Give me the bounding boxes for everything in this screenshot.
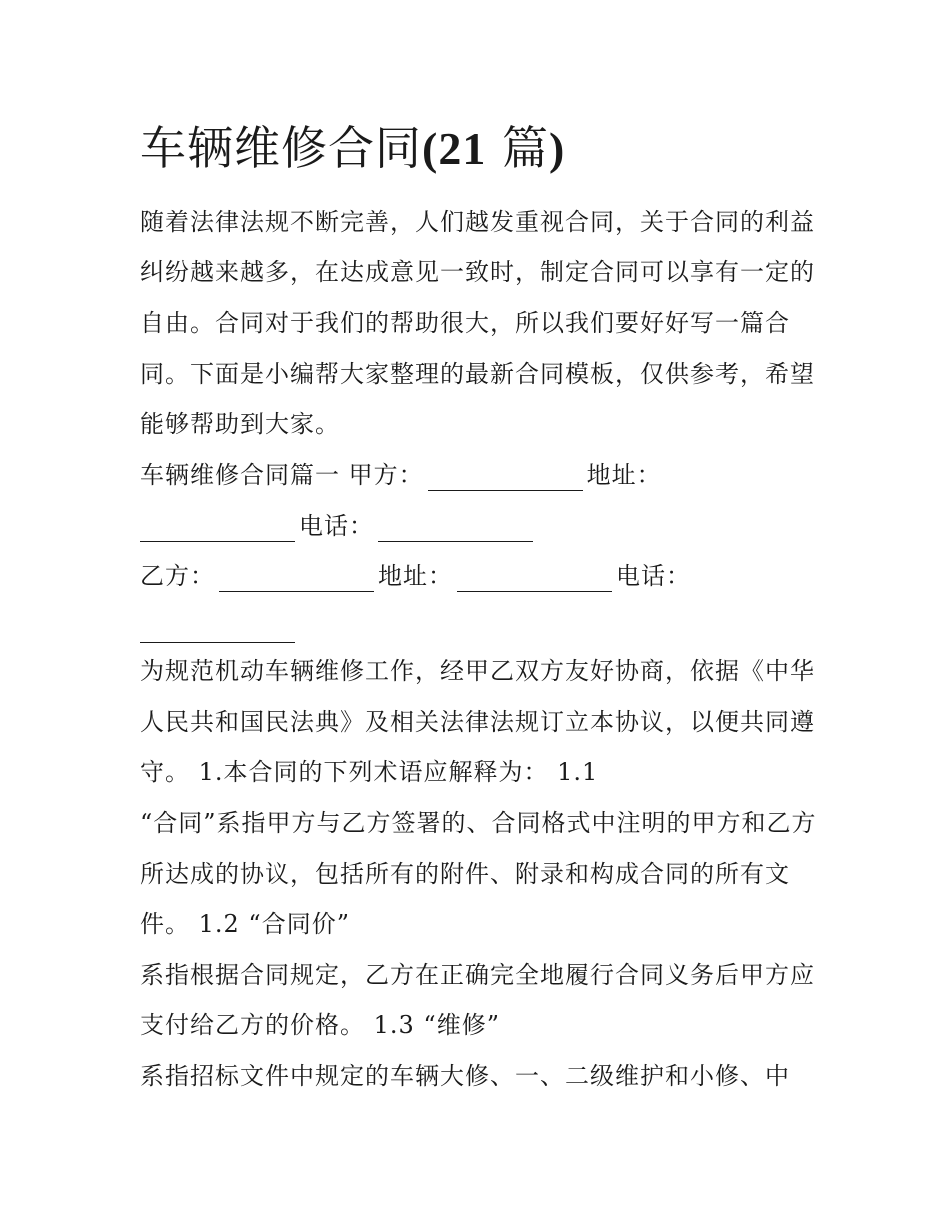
intro-line: 纠纷越来越多，在达成意见一致时，制定合同可以享有一定的 — [140, 258, 815, 286]
body-line: 件。 1.2 “合同价” — [140, 910, 350, 938]
body-line: 为规范机动车辆维修工作，经甲乙双方友好协商，依据《中华 — [140, 657, 815, 685]
title-open-paren: ( — [422, 123, 439, 174]
party-a-heading: 车辆维修合同篇一 甲方： — [140, 461, 424, 489]
title-main: 车辆维修合同 — [140, 121, 422, 175]
body-line: “合同”系指甲方与乙方签署的、合同格式中注明的甲方和乙方 — [140, 809, 817, 837]
body-line: 系指招标文件中规定的车辆大修、一、二级维护和小修、中 — [140, 1062, 790, 1090]
party-a-contact-line — [140, 510, 533, 542]
title-unit: 篇 — [486, 121, 549, 175]
party-b-address-blank — [457, 565, 612, 592]
intro-line: 能够帮助到大家。 — [140, 410, 340, 438]
party-b-phone-blank — [140, 616, 295, 643]
document-title — [140, 118, 565, 179]
body-line: 人民共和国民法典》及相关法律法规订立本协议，以便共同遵 — [140, 708, 815, 736]
party-a-name-blank — [428, 464, 583, 491]
party-a-address-label: 地址： — [586, 461, 662, 489]
party-a-address-blank — [140, 515, 295, 542]
party-b-address-label: 地址： — [378, 562, 453, 590]
title-close-paren: ) — [548, 123, 566, 174]
party-a-line — [140, 459, 662, 491]
title-number: 21 — [438, 123, 487, 174]
body-line: 所达成的协议，包括所有的附件、附录和构成合同的所有文 — [140, 860, 790, 888]
party-b-phone-line — [140, 611, 295, 643]
intro-line: 随着法律法规不断完善，人们越发重视合同，关于合同的利益 — [140, 208, 815, 236]
party-b-label: 乙方： — [140, 562, 215, 590]
party-b-line — [140, 560, 691, 592]
party-b-name-blank — [219, 565, 374, 592]
intro-line: 同。下面是小编帮大家整理的最新合同模板，仅供参考，希望 — [140, 360, 815, 388]
intro-line: 自由。合同对于我们的帮助很大，所以我们要好好写一篇合 — [140, 309, 790, 337]
body-line: 支付给乙方的价格。 1.3 “维修” — [140, 1011, 500, 1039]
party-b-phone-label: 电话： — [616, 562, 691, 590]
body-line: 守。 1.本合同的下列术语应解释为： 1.1 — [140, 758, 599, 786]
party-a-phone-blank — [378, 515, 533, 542]
party-a-phone-label: 电话： — [299, 512, 374, 540]
body-line: 系指根据合同规定，乙方在正确完全地履行合同义务后甲方应 — [140, 961, 815, 989]
